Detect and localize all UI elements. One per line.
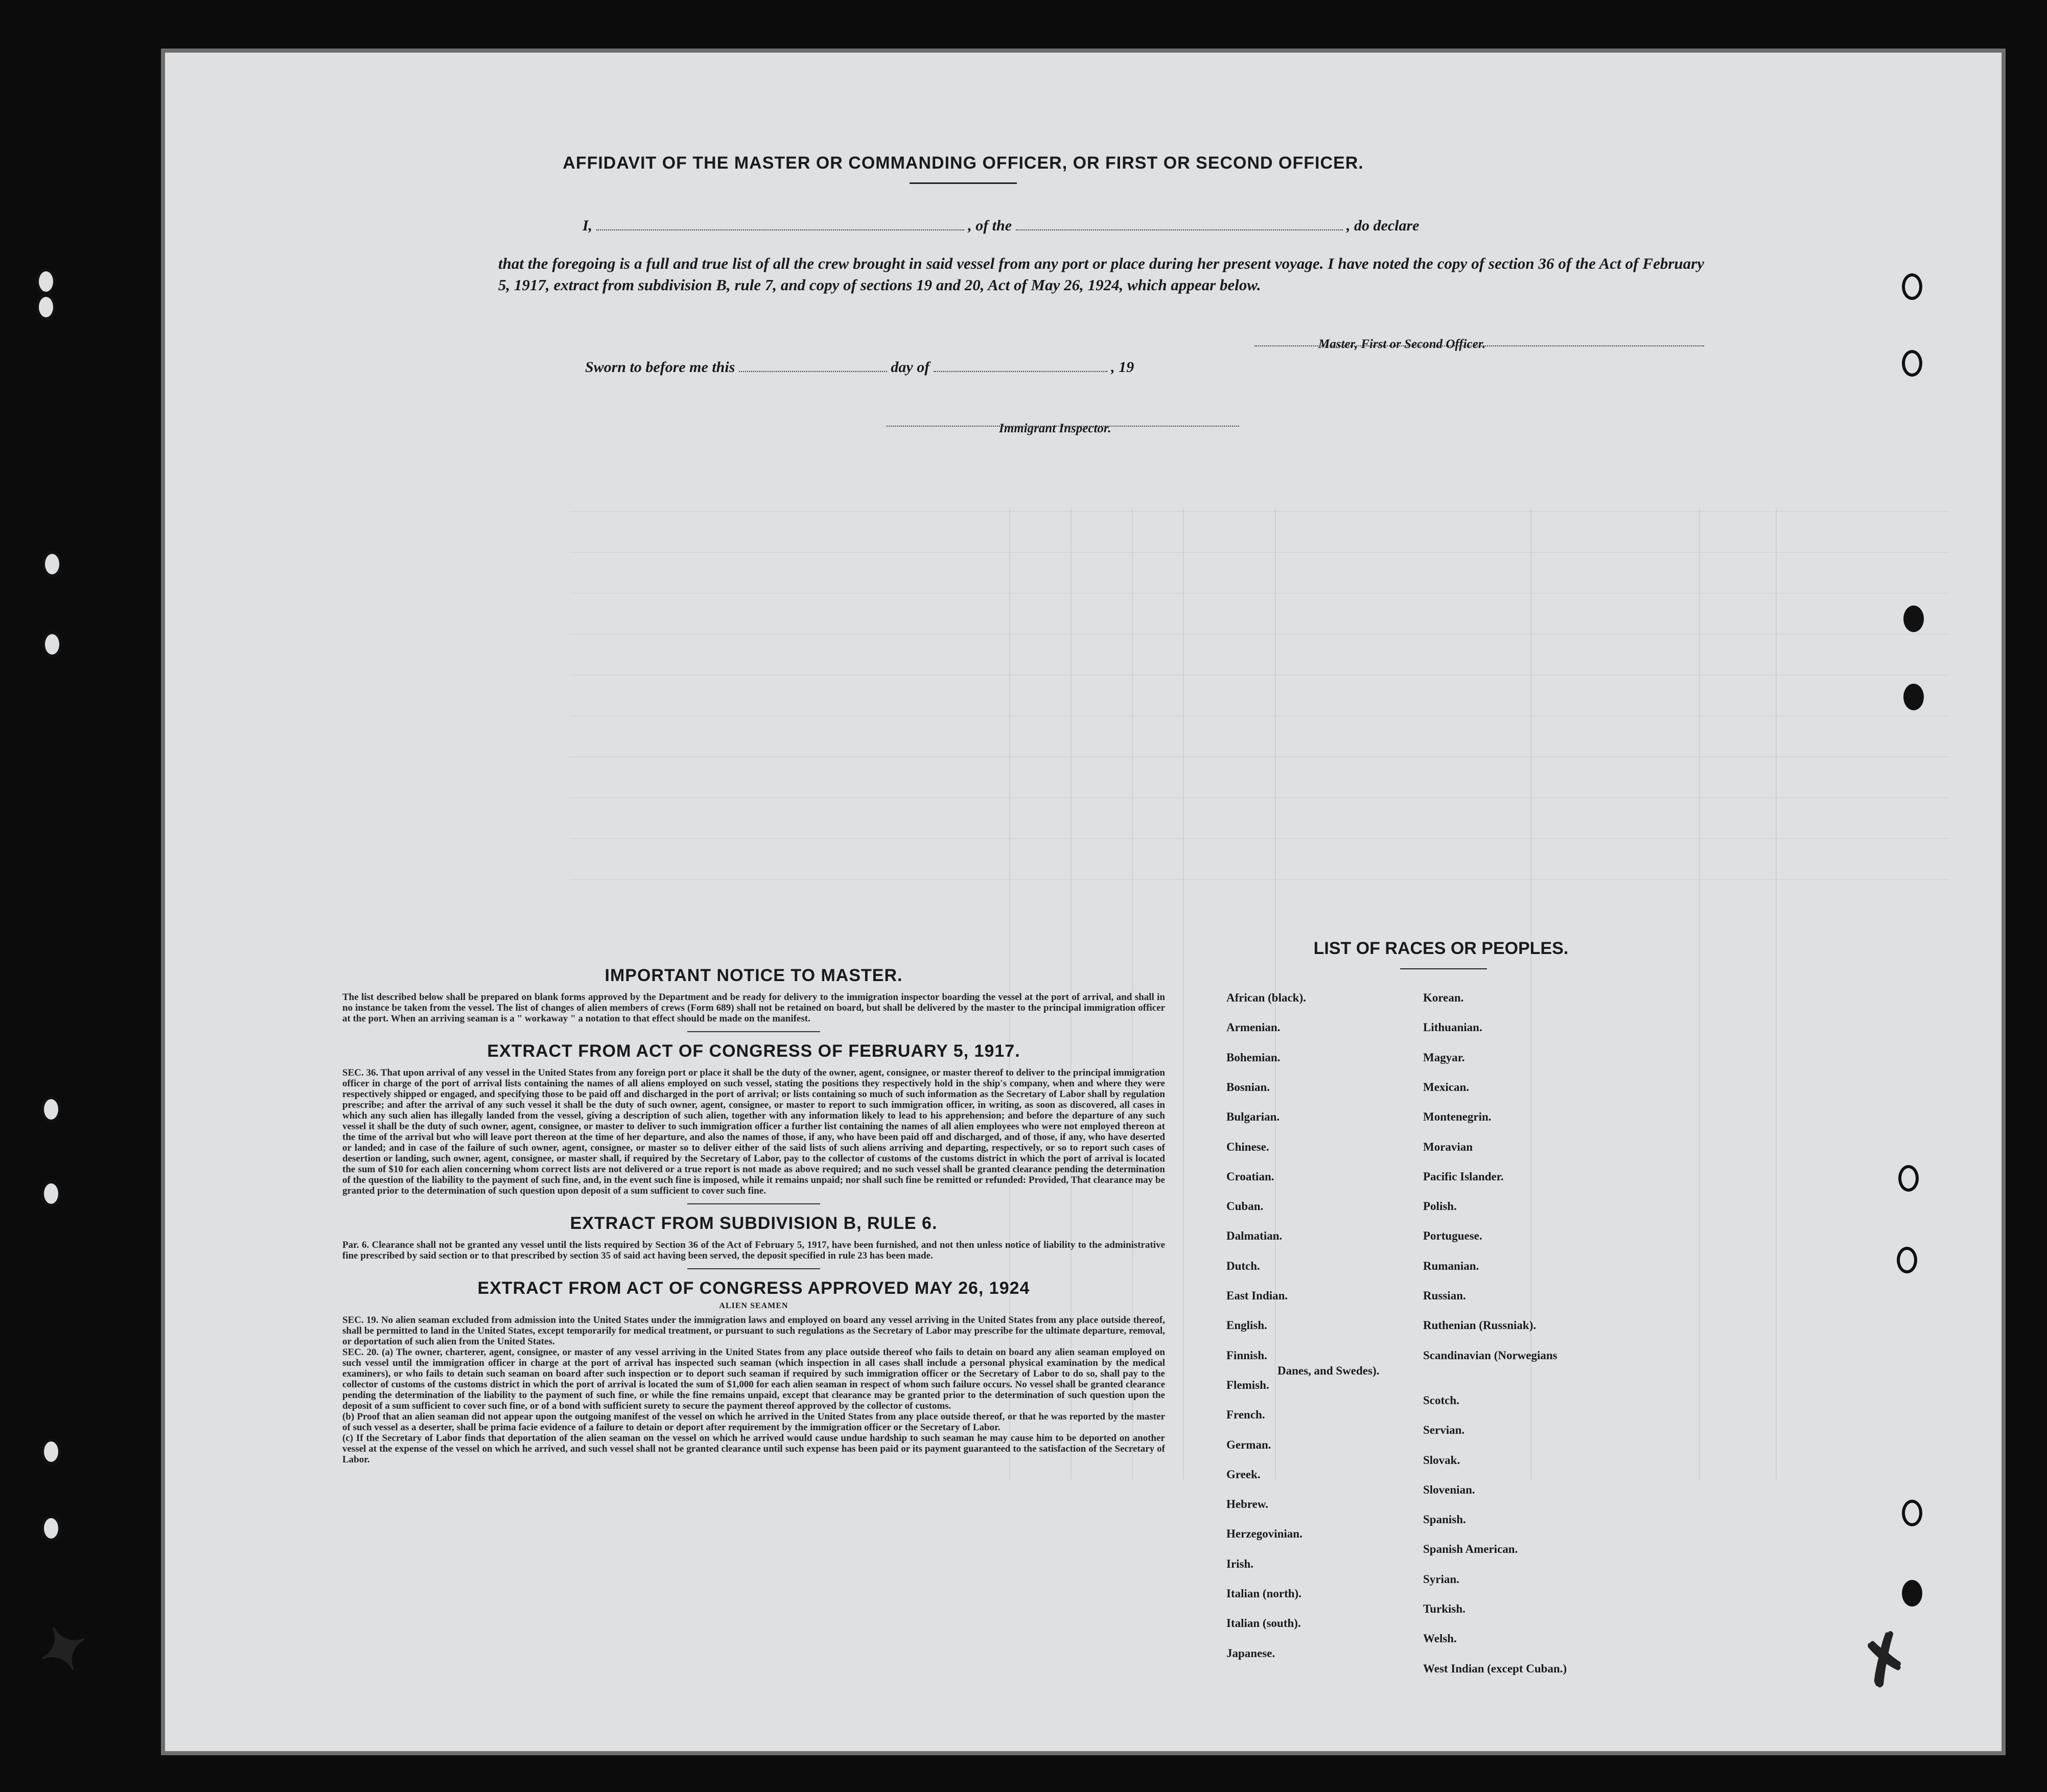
vessel-name-field[interactable] (1016, 216, 1343, 230)
punch-hole (41, 1515, 61, 1542)
document-page (161, 49, 2006, 1755)
punch-hole (41, 1438, 61, 1465)
race-item: French. (1226, 1408, 1265, 1422)
act-1924-title: EXTRACT FROM ACT OF CONGRESS APPROVED MAY 26, 1924 (477, 1278, 1030, 1298)
section-divider (687, 1031, 820, 1032)
race-item: Bohemian. (1226, 1051, 1281, 1064)
year-prefix-label: , 19 (1111, 359, 1134, 376)
race-item: Servian. (1423, 1424, 1465, 1437)
race-item: Pacific Islander. (1423, 1170, 1504, 1183)
punch-hole (1898, 1165, 1919, 1192)
race-item: Italian (north). (1226, 1587, 1301, 1600)
punch-hole (42, 551, 62, 577)
affidavit-body: that the foregoing is a full and true list of all the crew brought in said vessel from any port or place during her present voyage. I have noted the copy of section 36 of the Act of February 5, 1917, extract from subdivision B, rule 7, and copy of sections 19 and 20, Act of May 26, 1924, which appear below. (498, 254, 1704, 294)
race-item: Turkish. (1423, 1602, 1466, 1615)
race-item: Polish. (1423, 1200, 1457, 1213)
races-title: LIST OF RACES OR PEOPLES. (1313, 939, 1569, 958)
race-item: Ruthenian (Russniak). (1423, 1319, 1537, 1332)
act-1917-title: EXTRACT FROM ACT OF CONGRESS OF FEBRUARY 5, 1917. (487, 1041, 1020, 1061)
act-1924-sec20a: SEC. 20. (a) The owner, charterer, agent, consignee, or master of any vessel arriving in the United States from any place outside thereof who fails to detain on board any alien seaman employed on such vessel until the immigration officer in charge at the port of arrival has inspected such seaman (which inspection in all cases shall include a personal physical examination by the medical examiners), or who fails to detain such seaman on board after such inspection or to deport such seaman if required by such immigration officer or the Secretary of Labor to do so, shall pay to the collector of customs of the customs district in which the port of arrival is located the sum of $1,000 for each alien seaman in respect of whom such failure occurs. No vessel shall be granted clearance pending the determination of the liability to the payment of such fine, or while the fine remains unpaid, except that clearance may be granted prior to the determination of such question upon the deposit of a sum sufficient to cover such fine, or of a bond with sufficient surety to secure the payment thereof approved by the collector of customs. (342, 1347, 1165, 1411)
master-caption: Master, First or Second Officer. (1318, 337, 1486, 351)
race-item: Greek. (1226, 1468, 1261, 1481)
do-declare-label: , do declare (1346, 217, 1420, 234)
punch-hole (1902, 1500, 1922, 1526)
race-item: Syrian. (1423, 1572, 1459, 1586)
race-item: Italian (south). (1226, 1617, 1301, 1630)
race-item: Scotch. (1423, 1393, 1459, 1407)
punch-hole (1902, 273, 1922, 300)
sworn-prefix-label: Sworn to before me this (585, 359, 735, 376)
handwritten-mark: ✦ (26, 1608, 102, 1692)
punch-hole (1902, 1580, 1922, 1607)
race-item: Croatian. (1226, 1170, 1274, 1183)
race-item: Flemish. (1226, 1378, 1269, 1391)
race-item: African (black). (1226, 991, 1306, 1004)
notice-column (342, 966, 1165, 1465)
race-item: Irish. (1226, 1557, 1254, 1570)
race-item: Slovenian. (1423, 1483, 1475, 1496)
of-the-label: , of the (968, 217, 1012, 234)
rule-6-text: Par. 6. Clearance shall not be granted any vessel until the lists required by Section 36 of the Act of February 5, 1917, have been furnished, and not then unless notice of liability to the administrative fine prescribed by said section or to that prescribed by section 35 of said act having been served, the deposit specified in rule 23 has been made. (342, 1240, 1165, 1261)
rule-6-title: EXTRACT FROM SUBDIVISION B, RULE 6. (570, 1214, 938, 1233)
race-item: Montenegrin. (1423, 1110, 1492, 1124)
act-1924-sec20b: (b) Proof that an alien seaman did not appear upon the outgoing manifest of the vessel on which he arrived in the United States from any place outside thereof, or that he was reported by the master of such vessel as a deserter, shall be prima facie evidence of a failure to detain or deport after requirement by the immigration officer or the Secretary of Labor. (342, 1411, 1165, 1433)
sworn-line (585, 358, 1134, 376)
punch-hole (1902, 350, 1922, 377)
race-item: German. (1226, 1438, 1271, 1451)
punch-hole (41, 1180, 61, 1207)
races-underline (1400, 968, 1487, 969)
race-item: Cuban. (1226, 1200, 1264, 1213)
declaration-line (583, 216, 1419, 235)
sworn-month-field[interactable] (934, 358, 1107, 372)
act-1924-sec20c: (c) If the Secretary of Labor finds that deportation of the alien seaman on the vessel on which he arrived would cause undue hardship to such seaman he may cause him to be deported on another vessel at the expense of the vessel on which he arrived, and such vessel shall not be granted clearance until such expense has been paid or its payment guaranteed to the satisfaction of the Secretary of Labor. (342, 1433, 1165, 1465)
race-item: Spanish American. (1423, 1543, 1518, 1556)
pronoun-label: I, (583, 217, 593, 234)
race-item: Portuguese. (1423, 1229, 1482, 1243)
section-divider (687, 1268, 820, 1269)
act-1924-subtitle: ALIEN SEAMEN (719, 1301, 788, 1310)
race-item: Moravian (1423, 1140, 1473, 1153)
punch-hole (1903, 606, 1924, 632)
punch-hole (41, 1096, 61, 1123)
race-item: Dutch. (1226, 1259, 1260, 1272)
race-item: Japanese. (1226, 1646, 1275, 1660)
race-item: Rumanian. (1423, 1259, 1479, 1272)
officer-name-field[interactable] (596, 216, 964, 230)
bleed-through-background (161, 49, 2006, 1755)
race-item: Herzegovinian. (1226, 1527, 1302, 1541)
race-item: Armenian. (1226, 1021, 1281, 1034)
punch-hole (42, 631, 62, 658)
inspector-caption: Immigrant Inspector. (999, 422, 1111, 435)
affidavit-title: AFFIDAVIT OF THE MASTER OR COMMANDING OFFICER, OR FIRST OR SECOND OFFICER. (563, 153, 1364, 173)
punch-hole (36, 294, 56, 320)
race-item: Mexican. (1423, 1080, 1470, 1093)
race-item: English. (1226, 1319, 1267, 1332)
race-item: Korean. (1423, 991, 1464, 1004)
race-item: West Indian (except Cuban.) (1423, 1662, 1567, 1675)
punch-hole (1897, 1247, 1917, 1273)
race-item: Slovak. (1423, 1453, 1460, 1467)
race-item: Bulgarian. (1226, 1110, 1280, 1124)
act-1917-text: SEC. 36. That upon arrival of any vessel in the United States from any foreign port or place it shall be the duty of the owner, agent, consignee, or master thereof to deliver to the principal immigration officer in charge of the port of arrival lists containing the names of all aliens employed on such vessel, stating the positions they respectively hold in the ship's company, when and where they were respectively shipped or engaged, and specifying those to be paid off and discharged in the port of arrival; or lists containing so much of such information as the Secretary of Labor shall by regulation prescribe; and after the arrival of any such vessel it shall be the duty of such owner, agent, consignee, or master to report to such immigration officer, in writing, as soon as discovered, all cases in which any such alien has illegally landed from the vessel, giving a description of such alien, together with any information likely to lead to his apprehension; and before the departure of any such vessel it shall be the duty of such owner, agent, consignee, or master to deliver to such immigration officer a further list containing the names of all alien employees who were not employed thereon at the time of the arrival but who will leave port thereon at the time of her departure, and also the names of those, if any, who have been paid off and discharged, and of those, if any, who have deserted or landed; and in case of the failure of such owner, agent, consignee, or master so to deliver either of the said lists of such aliens arriving and departing, respectively, or so to report such cases of desertion or landing, such owner, agent, consignee, or master shall, if required by the Secretary of Labor, pay to the collector of customs of the customs district in which the port of arrival is located the sum of $10 for each alien concerning whom correct lists are not delivered or a true report is not made as above required; and no such vessel shall be granted clearance pending the determination of the question of the liability to the payment of such fine, and, in the event such fine is imposed, while it remains unpaid; nor shall such fine be remitted or refunded: Provided, That clearance may be granted prior to the determination of such question upon deposit of a sum sufficient to cover such fine. (342, 1067, 1165, 1196)
day-of-label: day of (891, 359, 930, 376)
race-item: East Indian. (1226, 1289, 1288, 1302)
title-underline (910, 182, 1017, 184)
race-item: Bosnian. (1226, 1080, 1270, 1093)
sworn-day-field[interactable] (739, 358, 887, 372)
handwritten-mark: ✗ (1848, 1618, 1923, 1703)
race-item: Welsh. (1423, 1632, 1457, 1645)
race-item: Russian. (1423, 1289, 1466, 1302)
race-item: Dalmatian. (1226, 1229, 1283, 1243)
act-1924-sec19: SEC. 19. No alien seaman excluded from admission into the United States under the immigration laws and employed on board any vessel arriving in the United States from any place outside thereof, shall be permitted to land in the United States, except temporarily for medical treatment, or pursuant to such regulations as the Secretary of Labor may prescribe for the ultimate departure, removal, or deportation of such alien from the United States. (342, 1315, 1165, 1347)
race-item: Scandinavian (Norwegians (1423, 1348, 1557, 1362)
race-item: Chinese. (1226, 1140, 1269, 1153)
race-item: Hebrew. (1226, 1498, 1268, 1511)
race-item: Magyar. (1423, 1051, 1465, 1064)
section-divider (687, 1203, 820, 1204)
race-item: Finnish. (1226, 1348, 1267, 1362)
race-item: Spanish. (1423, 1513, 1466, 1526)
race-item: Danes, and Swedes). (1277, 1364, 1380, 1377)
punch-hole (1903, 684, 1924, 710)
notice-title: IMPORTANT NOTICE TO MASTER. (604, 966, 903, 985)
punch-hole (36, 268, 56, 295)
race-item: Lithuanian. (1423, 1021, 1482, 1034)
notice-text: The list described below shall be prepared on blank forms approved by the Department and be ready for delivery to the immigration inspector boarding the vessel at the port of arrival, and shall in no instance be taken from the vessel. The list of changes of alien members of crews (Form 689) shall not be retained on board, but shall be delivered by the master to the principal immigration officer at the port. When an arriving seaman is a " workaway " a notation to that effect should be made on the manifest. (342, 992, 1165, 1024)
